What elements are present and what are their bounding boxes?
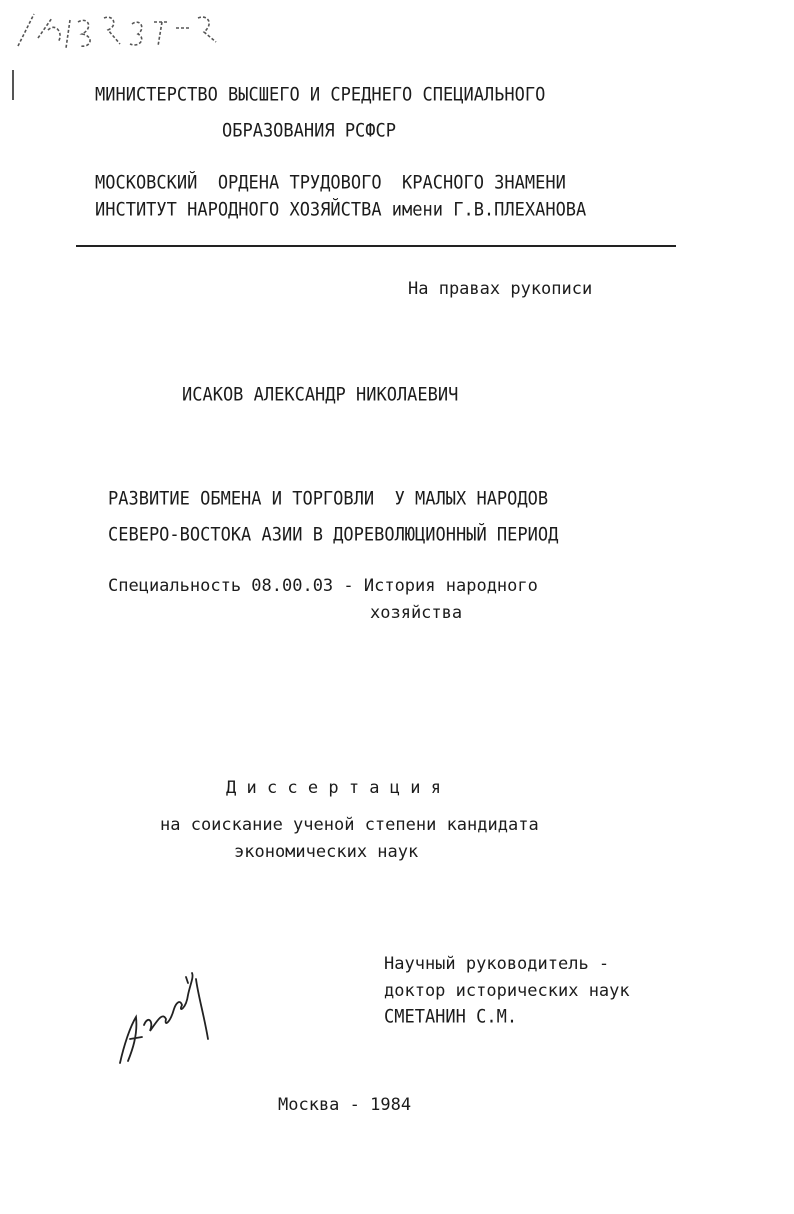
signature bbox=[108, 965, 218, 1075]
advisor-line-2: доктор исторических наук bbox=[384, 981, 630, 1001]
header-divider bbox=[76, 245, 676, 247]
dissertation-line-2: экономических наук bbox=[234, 842, 419, 862]
dissertation-heading: Д и с с е р т а ц и я bbox=[226, 778, 441, 798]
advisor-line-1: Научный руководитель - bbox=[384, 954, 610, 974]
specialty-line-2: хозяйства bbox=[370, 603, 463, 623]
dissertation-line-1: на соискание ученой степени кандидата bbox=[160, 815, 539, 835]
title-line-2: СЕВЕРО-ВОСТОКА АЗИИ В ДОРЕВОЛЮЦИОННЫЙ ПЕРИОД bbox=[108, 523, 559, 547]
specialty-line-1: Специальность 08.00.03 - История народного bbox=[108, 576, 538, 596]
ministry-line-2: ОБРАЗОВАНИЯ РСФСР bbox=[222, 119, 396, 143]
institute-line-2: ИНСТИТУТ НАРОДНОГО ХОЗЯЙСТВА имени Г.В.ПЛЕХАНОВА bbox=[95, 198, 587, 222]
title-line-1: РАЗВИТИЕ ОБМЕНА И ТОРГОВЛИ У МАЛЫХ НАРОДОВ bbox=[108, 487, 549, 511]
manuscript-note: На правах рукописи bbox=[408, 279, 593, 299]
place-and-year: Москва - 1984 bbox=[278, 1095, 412, 1115]
ministry-line-1: МИНИСТЕРСТВО ВЫСШЕГО И СРЕДНЕГО СПЕЦИАЛЬНОГО bbox=[95, 83, 546, 107]
margin-mark bbox=[12, 70, 14, 100]
archive-mark-handwriting bbox=[8, 8, 228, 56]
advisor-line-3: СМЕТАНИН С.М. bbox=[384, 1005, 518, 1029]
institute-line-1: МОСКОВСКИЙ ОРДЕНА ТРУДОВОГО КРАСНОГО ЗНАМЕНИ bbox=[95, 171, 566, 195]
author-name: ИСАКОВ АЛЕКСАНДР НИКОЛАЕВИЧ bbox=[182, 383, 459, 407]
